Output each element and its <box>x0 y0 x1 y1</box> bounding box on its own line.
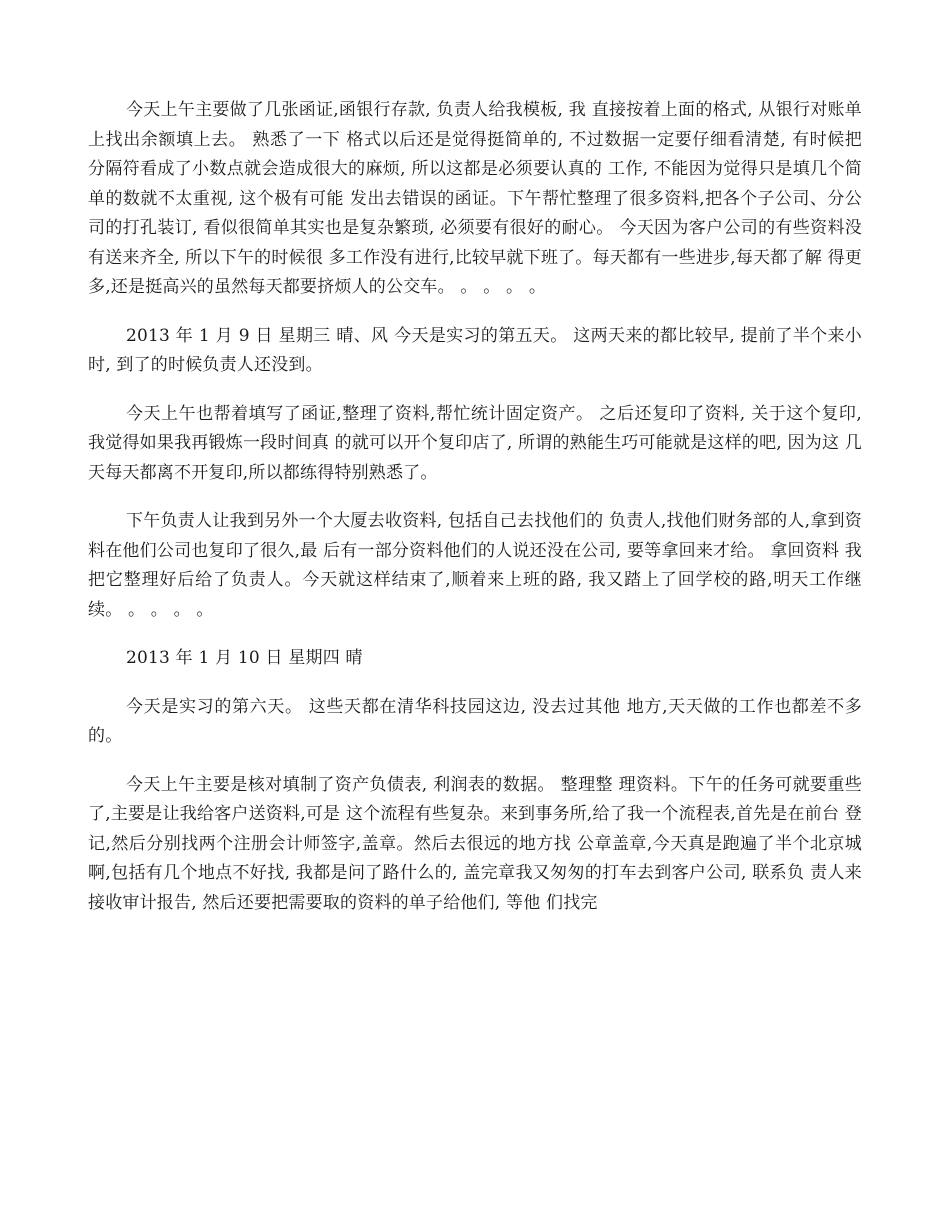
paragraph-day-five: 2013 年 1 月 9 日 星期三 晴、风 今天是实习的第五天。 这两天来的都比较早, 提前了半个来小时, 到了的时候负责人还没到。 <box>88 325 862 375</box>
paragraph-audit-confirmations: 今天上午主要做了几张函证,函银行存款, 负责人给我模板, 我 直接按着上面的格式, 从银行对账单上找出余额填上去。 熟悉了一下 格式以后还是觉得挺简单的, 不过数据一定要仔细看清楚, 有时候把 分隔符看成了小数点就会造成很大的麻烦, 所以这都是必须要认真的 工作, 不能因为觉得只是填几个简单的数就不太重视, 这个极有可能 发出去错误的函证。下午帮忙整理了很多资料,把各个子公司、分公 司的打孔装订, 看似很简单其实也是复杂繁琐, 必须要有很好的耐心。 今天因为客户公司的有些资料没有送来齐全, 所以下午的时候很 多工作没有进行,比较早就下班了。每天都有一些进步,每天都了解 得更多,还是挺高兴的虽然每天都要挤烦人的公交车。 。 。 。 。 <box>88 100 862 297</box>
paragraph-photocopying: 今天上午也帮着填写了函证,整理了资料,帮忙统计固定资产。 之后还复印了资料, 关于这个复印, 我觉得如果我再锻炼一段时间真 的就可以开个复印店了, 所谓的熟能生巧可能就是这样的吧, 因为这 几天每天都离不开复印,所以都练得特别熟悉了。 <box>88 403 862 483</box>
paragraph-collect-materials: 下午负责人让我到另外一个大厦去收资料, 包括自己去找他们的 负责人,找他们财务部的人,拿到资料在他们公司也复印了很久,最 后有一部分资料他们的人说还没在公司, 要等拿回来才给。 拿回资料 我把它整理好后给了负责人。今天就这样结束了,顺着来上班的路, 我又踏上了回学校的路,明天工作继续。 。 。 。 。 <box>88 511 862 620</box>
paragraph-day-six: 今天是实习的第六天。 这些天都在清华科技园这边, 没去过其他 地方,天天做的工作也都差不多的。 <box>88 696 862 746</box>
paragraph-date-jan-10: 2013 年 1 月 10 日 星期四 晴 <box>126 648 363 668</box>
paragraph-balance-sheet: 今天上午主要是核对填制了资产负债表, 利润表的数据。 整理整 理资料。下午的任务可就要重些了,主要是让我给客户送资料,可是 这个流程有些复杂。来到事务所,给了我一个流程表,首先是在前台 登记,然后分别找两个注册会计师签字,盖章。然后去很远的地方找 公章盖章,今天真是跑遍了半个北京城啊,包括有几个地点不好找, 我都是问了路什么的, 盖完章我又匆匆的打车去到客户公司, 联系负 责人来接收审计报告, 然后还要把需要取的资料的单子给他们, 等他 们找完 <box>88 774 862 913</box>
document-body <box>88 96 862 937</box>
